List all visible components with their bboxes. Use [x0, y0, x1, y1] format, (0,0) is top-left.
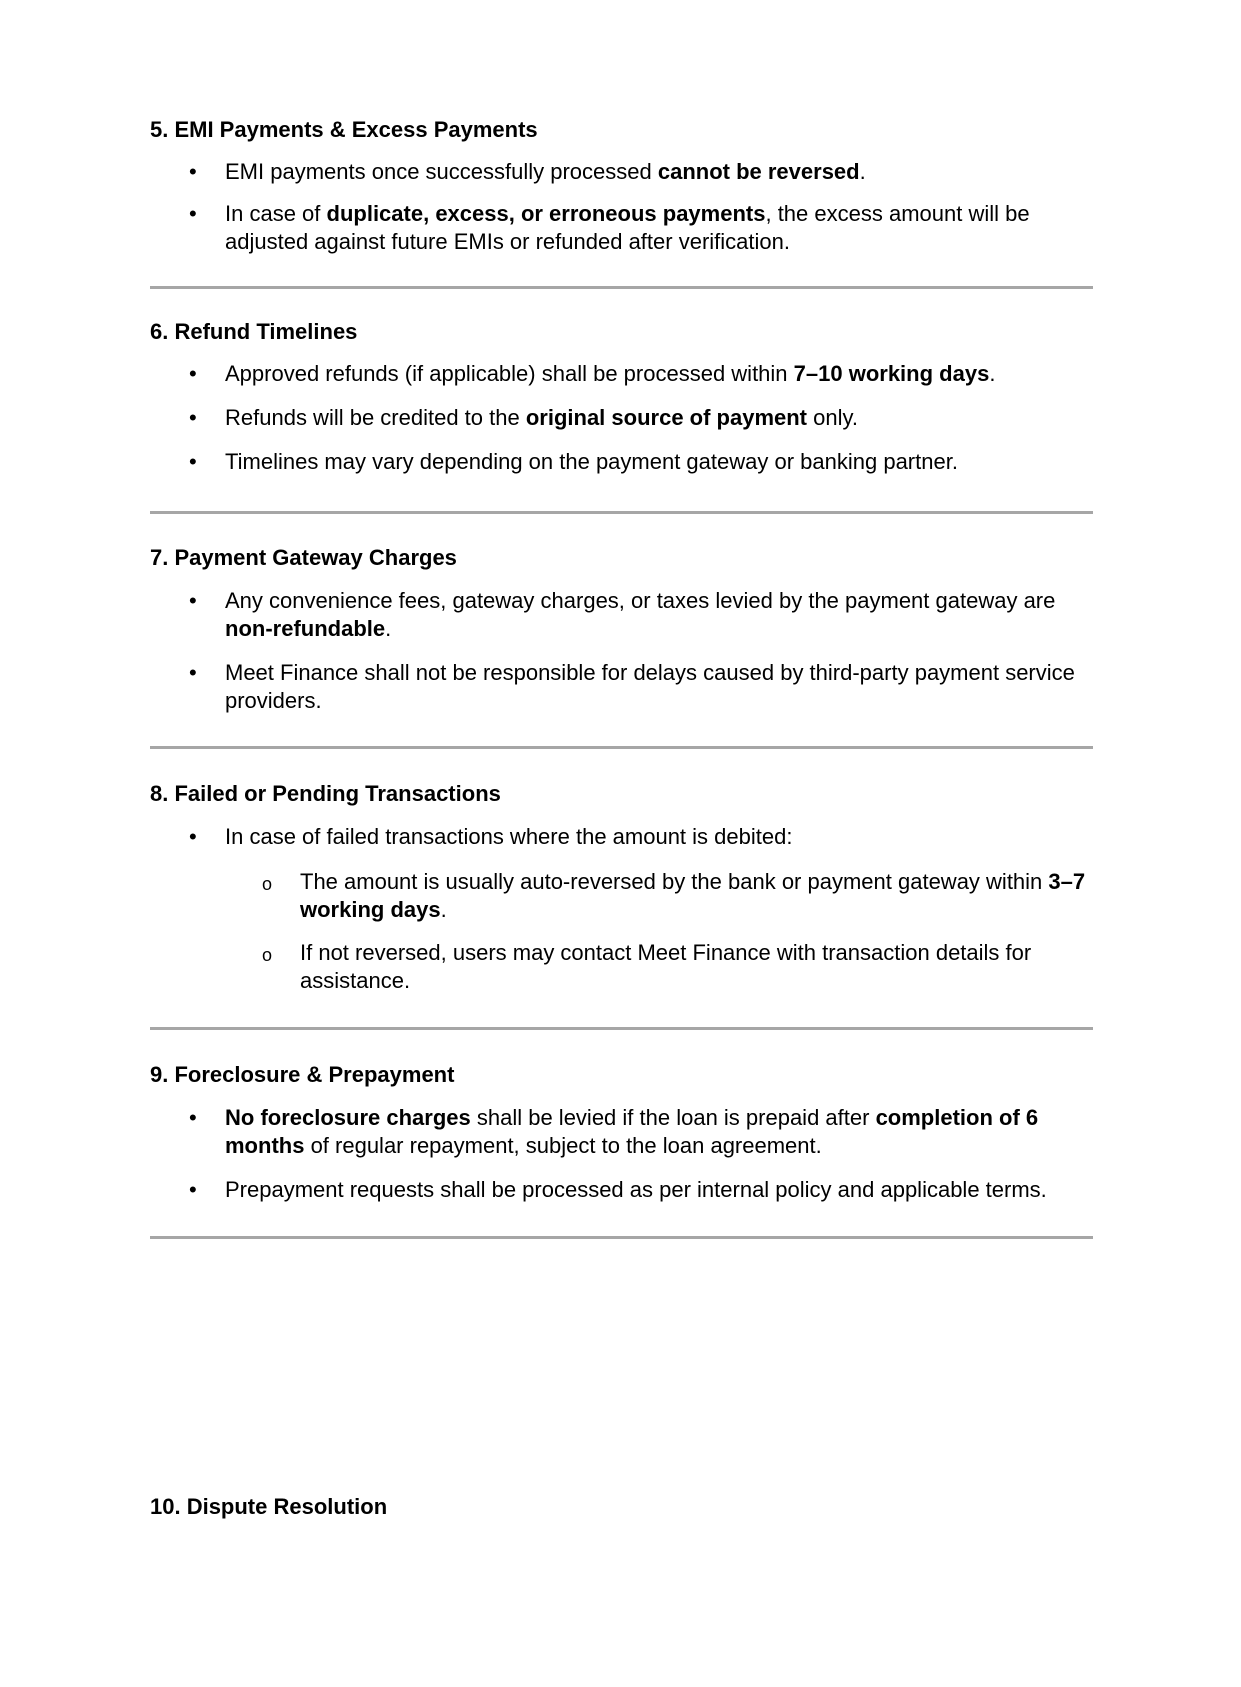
bullet-icon	[189, 823, 201, 851]
circle-bullet-icon	[262, 870, 276, 898]
bullet-icon	[189, 659, 201, 687]
section-5-item-1: EMI payments once successfully processed cannot be reversed.	[225, 159, 866, 184]
bullet-icon	[189, 360, 201, 388]
bullet-icon	[189, 200, 201, 228]
section-divider	[150, 746, 1093, 749]
section-8-sub-item-2: If not reversed, users may contact Meet Finance with transaction details for assistance.	[300, 940, 1032, 993]
circle-bullet-icon	[262, 941, 276, 969]
bullet-icon	[189, 158, 201, 186]
section-7-item-2: Meet Finance shall not be responsible for delays caused by third-party payment service providers.	[225, 660, 1075, 713]
section-7-heading: 7. Payment Gateway Charges	[150, 545, 457, 570]
section-6-heading: 6. Refund Timelines	[150, 319, 358, 344]
section-8-item-1: In case of failed transactions where the amount is debited:	[225, 824, 793, 849]
section-6-item-3: Timelines may vary depending on the payment gateway or banking partner.	[225, 449, 958, 474]
section-9-heading: 9. Foreclosure & Prepayment	[150, 1062, 455, 1087]
section-7-item-1: Any convenience fees, gateway charges, or taxes levied by the payment gateway are non-refundable.	[225, 588, 1056, 641]
bullet-icon	[189, 1176, 201, 1204]
section-6-item-2: Refunds will be credited to the original source of payment only.	[225, 405, 858, 430]
section-5-item-2: In case of duplicate, excess, or erroneous payments, the excess amount will be adjusted against future EMIs or refunded after verification.	[225, 201, 1030, 254]
section-divider	[150, 511, 1093, 514]
bullet-icon	[189, 587, 201, 615]
section-5-heading: 5. EMI Payments & Excess Payments	[150, 117, 538, 142]
section-6-item-1: Approved refunds (if applicable) shall be processed within 7–10 working days.	[225, 361, 996, 386]
section-9-item-2: Prepayment requests shall be processed as per internal policy and applicable terms.	[225, 1177, 1047, 1202]
section-8-sub-item-1: The amount is usually auto-reversed by the bank or payment gateway within 3–7 working days.	[300, 869, 1086, 922]
section-divider	[150, 1027, 1093, 1030]
bullet-icon	[189, 404, 201, 432]
section-9-item-1: No foreclosure charges shall be levied if the loan is prepaid after completion of 6 months of regular repayment, subject to the loan agreement.	[225, 1105, 1039, 1158]
bullet-icon	[189, 448, 201, 476]
bullet-icon	[189, 1104, 201, 1132]
section-10-heading: 10. Dispute Resolution	[150, 1494, 388, 1519]
section-divider	[150, 286, 1093, 289]
section-divider	[150, 1236, 1093, 1239]
section-8-heading: 8. Failed or Pending Transactions	[150, 781, 501, 806]
